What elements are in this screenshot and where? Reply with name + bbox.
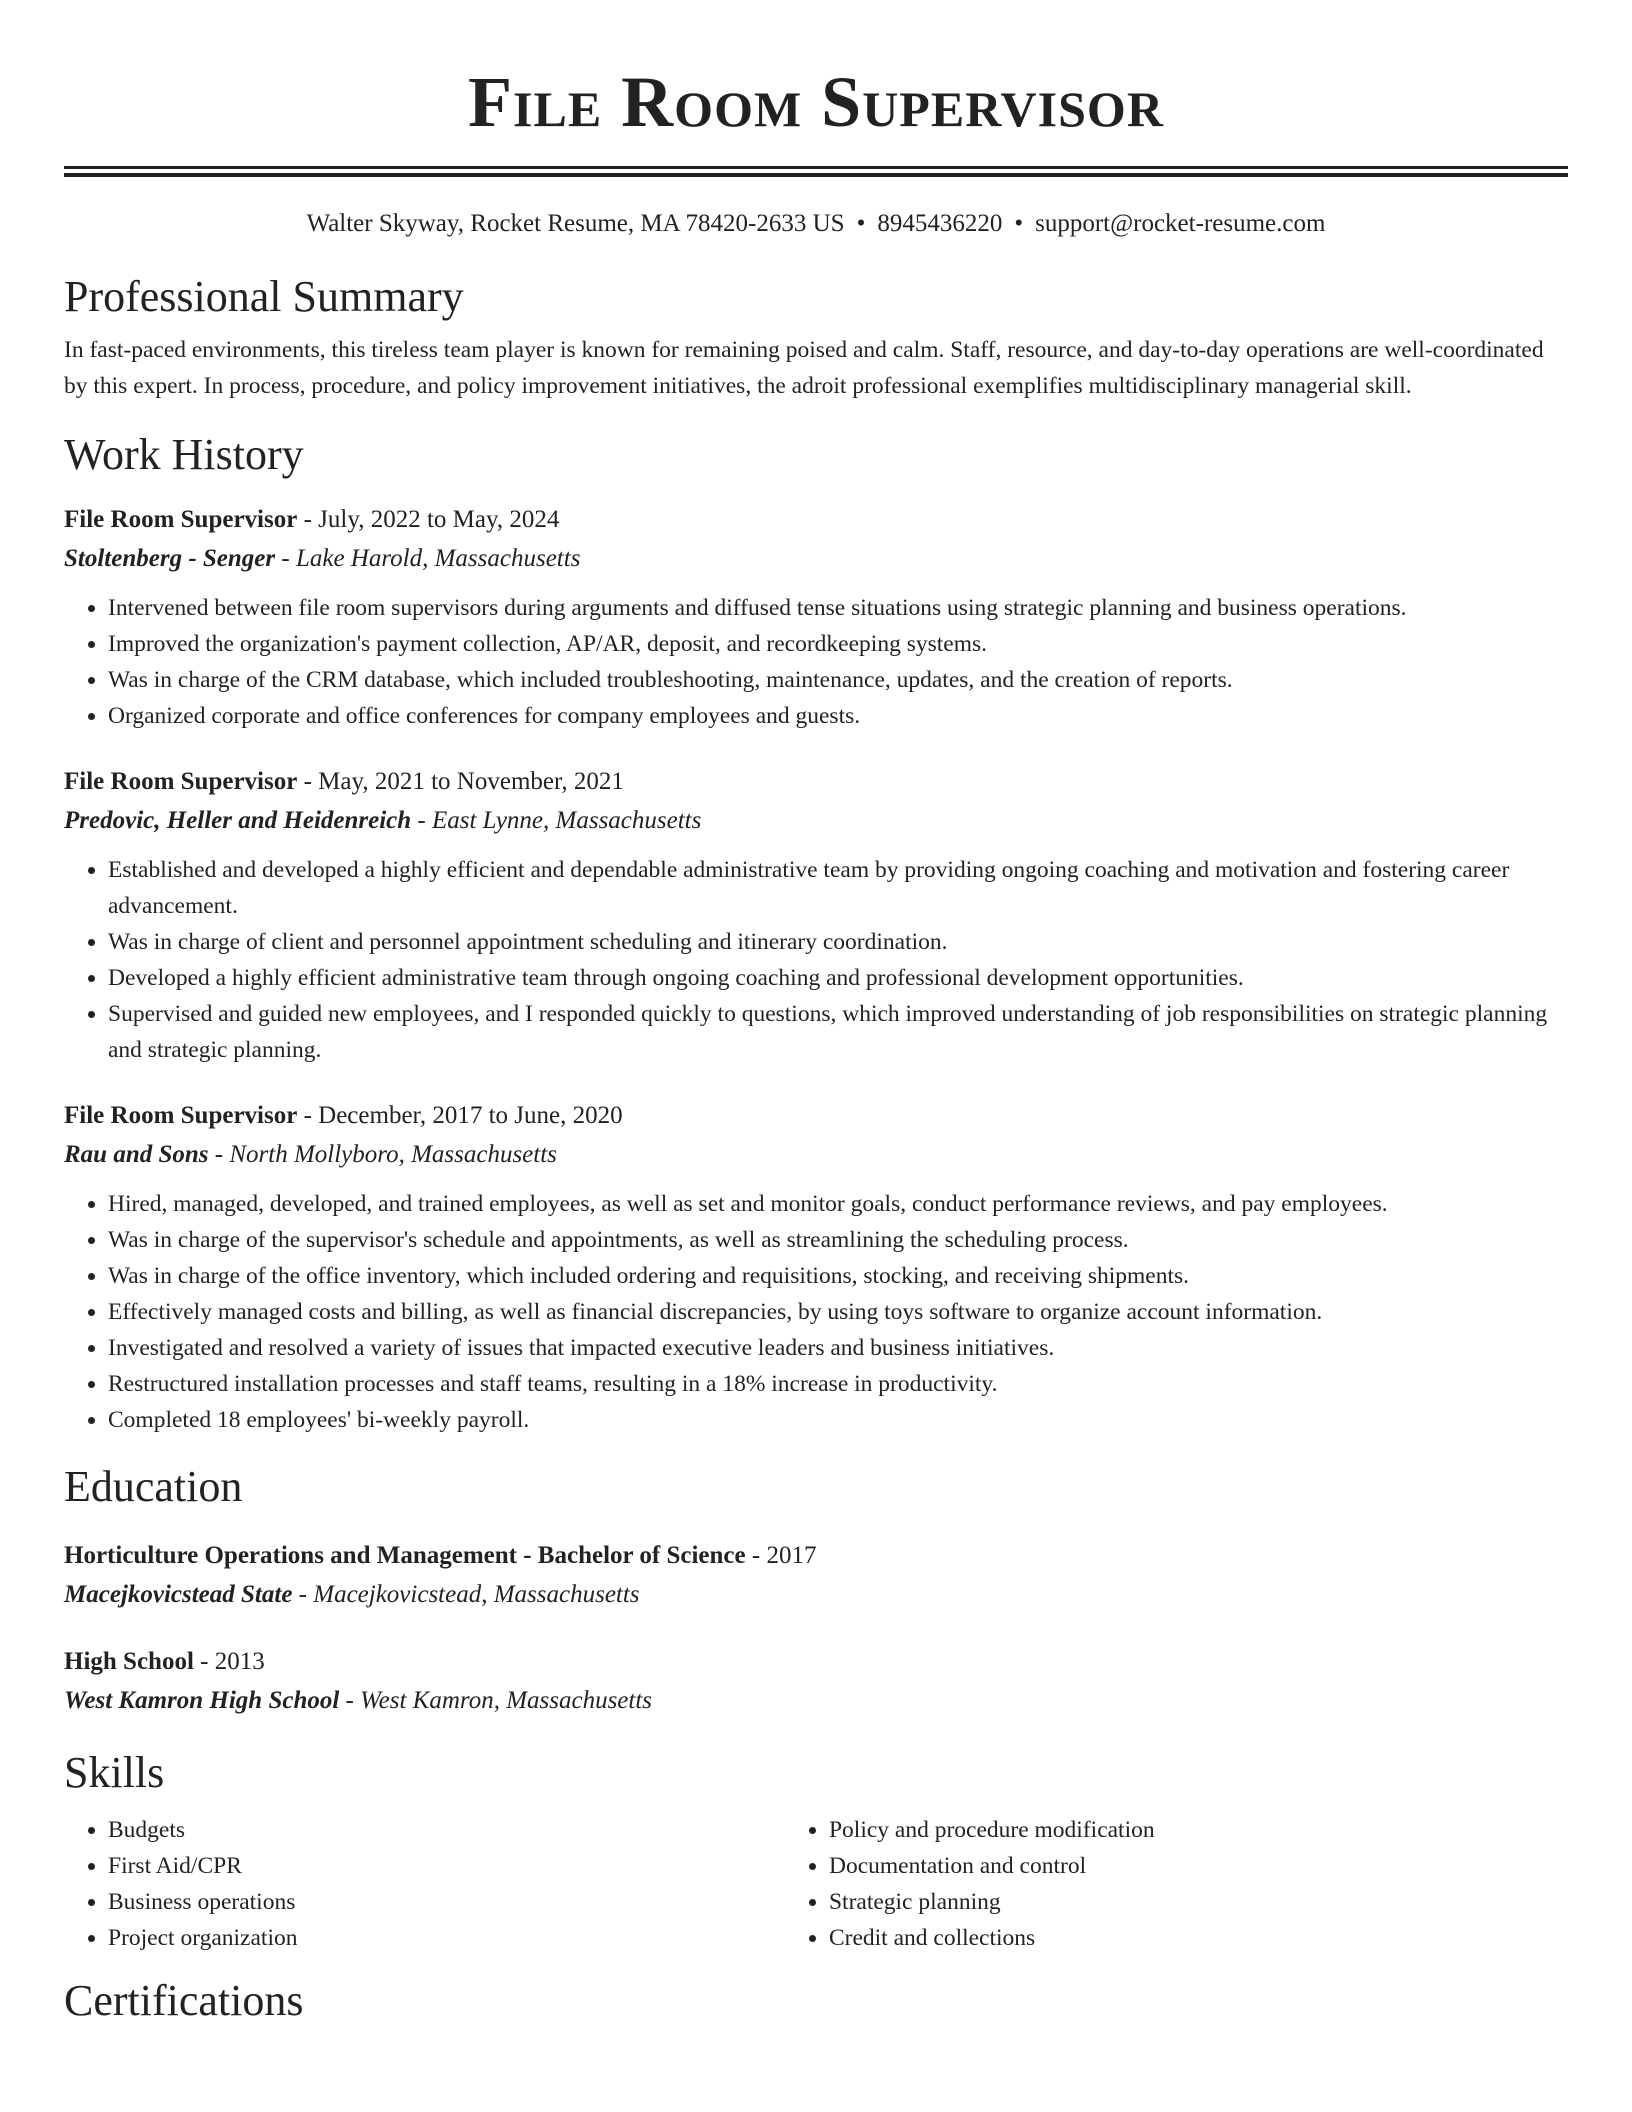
work-history-heading: Work History <box>64 430 304 479</box>
job-company-line <box>64 801 1568 840</box>
education-location: - Macejkovicstead, Massachusetts <box>292 1581 640 1608</box>
skills-heading: Skills <box>64 1748 165 1797</box>
job-bullet: • Was in charge of the supervisor's schedule and appointments, as well as streamlining the scheduling process. <box>108 1222 1568 1258</box>
job-bullet: • Established and developed a highly efficient and dependable administrative team by providing ongoing coaching and motivation and fostering career advancement. <box>108 852 1568 924</box>
job-bullet: • Was in charge of client and personnel appointment scheduling and itinerary coordination. <box>108 924 1568 960</box>
job-bullets <box>64 852 1568 1068</box>
contact-phone: 8945436220 <box>877 210 1003 237</box>
skills-columns <box>64 1812 1568 1956</box>
job-dates: - July, 2022 to May, 2024 <box>297 506 560 533</box>
job-company: Rau and Sons <box>64 1141 209 1168</box>
job-entry <box>64 762 1568 1068</box>
job-company: Stoltenberg - Senger <box>64 545 276 572</box>
skill-item: • Budgets <box>108 1812 785 1848</box>
job-location: - East Lynne, Massachusetts <box>411 807 702 834</box>
job-bullet: • Developed a highly efficient administrative team through ongoing coaching and professional development opportunities. <box>108 960 1568 996</box>
skill-item: • Credit and collections <box>829 1920 1568 1956</box>
job-bullet: • Restructured installation processes and staff teams, resulting in a 18% increase in productivity. <box>108 1366 1568 1402</box>
skills-right-list <box>785 1812 1568 1956</box>
job-dates: - May, 2021 to November, 2021 <box>297 768 624 795</box>
education-year: - 2017 <box>745 1542 817 1569</box>
job-bullet: • Intervened between file room supervisors during arguments and diffused tense situations using strategic planning and business operations. <box>108 590 1568 626</box>
job-title-line <box>64 1096 1568 1135</box>
job-bullet: • Effectively managed costs and billing, as well as financial discrepancies, by using toys software to organize account information. <box>108 1294 1568 1330</box>
skill-item: • Project organization <box>108 1920 785 1956</box>
job-company: Predovic, Heller and Heidenreich <box>64 807 412 834</box>
job-dates: - December, 2017 to June, 2020 <box>297 1102 623 1129</box>
job-company-line <box>64 1135 1568 1174</box>
job-bullet: • Organized corporate and office conferences for company employees and guests. <box>108 698 1568 734</box>
education-school-line <box>64 1575 1568 1614</box>
job-entry <box>64 1096 1568 1438</box>
summary-text: In fast-paced environments, this tireless team player is known for remaining poised and calm. Staff, resource, and day-to-day operations are well-coordinated by this expert. In process, procedure, and policy improvement initiatives, the adroit professional exemplifies multidisciplinary managerial skill. <box>64 337 1544 399</box>
job-bullet: • Was in charge of the office inventory, which included ordering and requisitions, stocking, and receiving shipments. <box>108 1258 1568 1294</box>
contact-separator: • <box>856 210 866 237</box>
education-school: Macejkovicstead State <box>64 1581 293 1608</box>
skill-item: • Documentation and control <box>829 1848 1568 1884</box>
education-heading: Education <box>64 1462 243 1511</box>
job-bullet: • Was in charge of the CRM database, which included troubleshooting, maintenance, updates, and the creation of reports. <box>108 662 1568 698</box>
skill-item: • Business operations <box>108 1884 785 1920</box>
job-entry <box>64 500 1568 734</box>
contact-line <box>64 208 1568 240</box>
job-bullets <box>64 1186 1568 1438</box>
job-role: File Room Supervisor <box>64 768 298 795</box>
education-degree-line <box>64 1642 1568 1681</box>
job-title-line <box>64 500 1568 539</box>
education-entry <box>64 1536 1568 1614</box>
job-title-line <box>64 762 1568 801</box>
resume-page <box>64 0 1568 2028</box>
job-role: File Room Supervisor <box>64 1102 298 1129</box>
job-bullet: • Hired, managed, developed, and trained employees, as well as set and monitor goals, conduct performance reviews, and pay employees. <box>108 1186 1568 1222</box>
job-bullet: • Improved the organization's payment collection, AP/AR, deposit, and recordkeeping systems. <box>108 626 1568 662</box>
skill-item: • Strategic planning <box>829 1884 1568 1920</box>
education-degree-line <box>64 1536 1568 1575</box>
job-location: - Lake Harold, Massachusetts <box>275 545 581 572</box>
title-double-rule <box>64 166 1568 177</box>
education-degree: Horticulture Operations and Management - Bachelor of Science <box>64 1542 746 1569</box>
job-bullet: • Completed 18 employees' bi-weekly payroll. <box>108 1402 1568 1438</box>
education-school-line <box>64 1681 1568 1720</box>
contact-separator: • <box>1014 210 1024 237</box>
education-degree: High School <box>64 1648 194 1675</box>
contact-address: Walter Skyway, Rocket Resume, MA 78420-2633 US <box>306 210 845 237</box>
education-year: - 2013 <box>193 1648 265 1675</box>
page-title: File Room Supervisor <box>468 62 1164 142</box>
job-role: File Room Supervisor <box>64 506 298 533</box>
job-location: - North Mollyboro, Massachusetts <box>208 1141 557 1168</box>
skill-item: • Policy and procedure modification <box>829 1812 1568 1848</box>
contact-email: support@rocket-resume.com <box>1035 210 1326 237</box>
job-company-line <box>64 539 1568 578</box>
summary-heading: Professional Summary <box>64 272 464 321</box>
certifications-heading: Certifications <box>64 1976 304 2025</box>
skill-item: • First Aid/CPR <box>108 1848 785 1884</box>
skills-left-list <box>64 1812 785 1956</box>
job-bullets <box>64 590 1568 734</box>
education-location: - West Kamron, Massachusetts <box>339 1687 653 1714</box>
job-bullet: • Investigated and resolved a variety of issues that impacted executive leaders and business initiatives. <box>108 1330 1568 1366</box>
education-school: West Kamron High School <box>64 1687 340 1714</box>
education-entry <box>64 1642 1568 1720</box>
job-bullet: • Supervised and guided new employees, and I responded quickly to questions, which improved understanding of job responsibilities on strategic planning and strategic planning. <box>108 996 1568 1068</box>
